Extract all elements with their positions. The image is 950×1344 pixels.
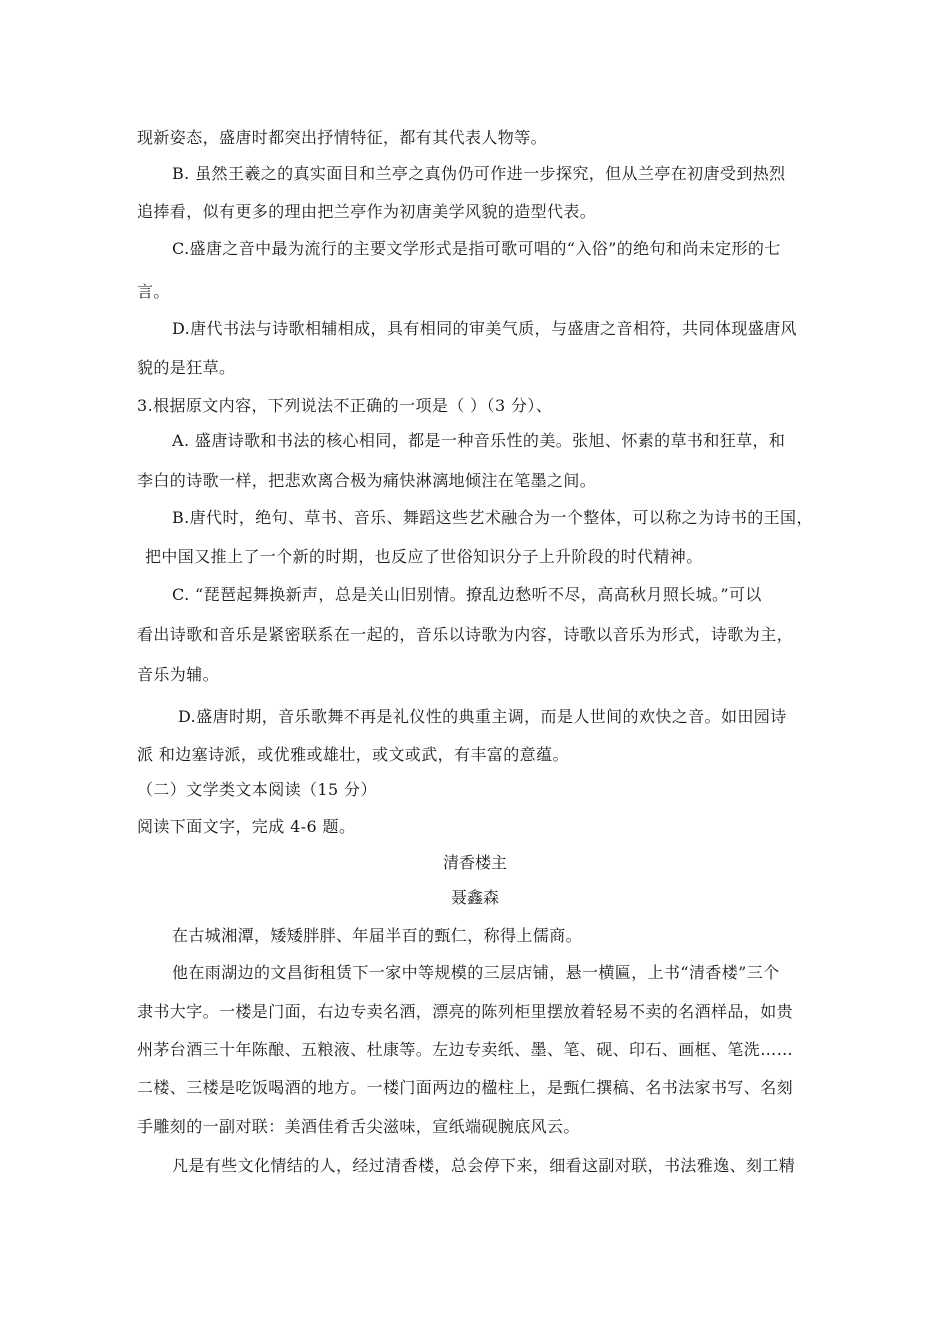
section-heading: （二）文学类文本阅读（15 分） (137, 780, 377, 799)
text-line: C. “琵琶起舞换新声，总是关山旧别情。撩乱边愁听不尽，高高秋月照长城。”可以 (172, 585, 762, 604)
text-line: D.盛唐时期，音乐歌舞不再是礼仪性的典重主调，而是人世间的欢快之音。如田园诗 (178, 707, 787, 726)
text-line: A. 盛唐诗歌和书法的核心相同，都是一种音乐性的美。张旭、怀素的草书和狂草，和 (172, 431, 786, 450)
question-line: 3.根据原文内容，下列说法不正确的一项是（ ）（3 分）、 (137, 396, 553, 415)
instruction-line: 阅读下面文字，完成 4-6 题。 (137, 817, 356, 836)
text-line: 州茅台酒三十年陈酿、五粮液、杜康等。左边专卖纸、墨、笔、砚、印石、画框、笔洗…… (137, 1040, 794, 1059)
text-line: 派 和边塞诗派，或优雅或雄壮，或文或武，有丰富的意蕴。 (137, 745, 569, 764)
text-line: 看出诗歌和音乐是紧密联系在一起的，音乐以诗歌为内容，诗歌以音乐为形式，诗歌为主， (137, 625, 794, 644)
text-line: 在古城湘潭，矮矮胖胖、年届半百的甄仁，称得上儒商。 (172, 926, 583, 945)
text-line: 言。 (137, 282, 170, 301)
text-line: C.盛唐之音中最为流行的主要文学形式是指可歌可唱的“入俗”的绝句和尚未定形的七 (172, 239, 781, 258)
text-line: 二楼、三楼是吃饭喝酒的地方。一楼门面两边的楹柱上，是甄仁撰稿、名书法家书写、名刻 (137, 1078, 794, 1097)
text-line: 手雕刻的一副对联：美酒佳肴舌尖滋味，宣纸端砚腕底风云。 (137, 1117, 580, 1136)
story-title: 清香楼主 (442, 853, 507, 872)
text-line: 把中国又推上了一个新的时期，也反应了世俗知识分子上升阶段的时代精神。 (145, 547, 703, 566)
text-line: 现新姿态，盛唐时都突出抒情特征，都有其代表人物等。 (137, 128, 548, 147)
text-line: 凡是有些文化情结的人，经过清香楼，总会停下来，细看这副对联，书法雅逸、刻工精 (172, 1156, 796, 1175)
text-line: 追捧看，似有更多的理由把兰亭作为初唐美学风貌的造型代表。 (137, 202, 597, 221)
text-line: 他在雨湖边的文昌街租赁下一家中等规模的三层店铺，悬一横匾，上书“清香楼”三个 (172, 963, 780, 982)
story-author: 聂鑫森 (450, 888, 499, 907)
text-line: B.唐代时，绝句、草书、音乐、舞蹈这些艺术融合为一个整体，可以称之为诗书的王国， (172, 508, 813, 527)
text-line: B. 虽然王羲之的真实面目和兰亭之真伪仍可作进一步探究，但从兰亭在初唐受到热烈 (172, 164, 786, 183)
text-line: 貌的是狂草。 (137, 358, 236, 377)
text-line: 李白的诗歌一样，把悲欢离合极为痛快淋漓地倾注在笔墨之间。 (137, 471, 597, 490)
text-line: 隶书大字。一楼是门面，右边专卖名酒，漂亮的陈列柜里摆放着轻易不卖的名酒样品，如贵 (137, 1002, 794, 1021)
text-line: 音乐为辅。 (137, 665, 220, 684)
text-line: D.唐代书法与诗歌相辅相成，具有相同的审美气质，与盛唐之音相符，共同体现盛唐风 (172, 319, 797, 338)
